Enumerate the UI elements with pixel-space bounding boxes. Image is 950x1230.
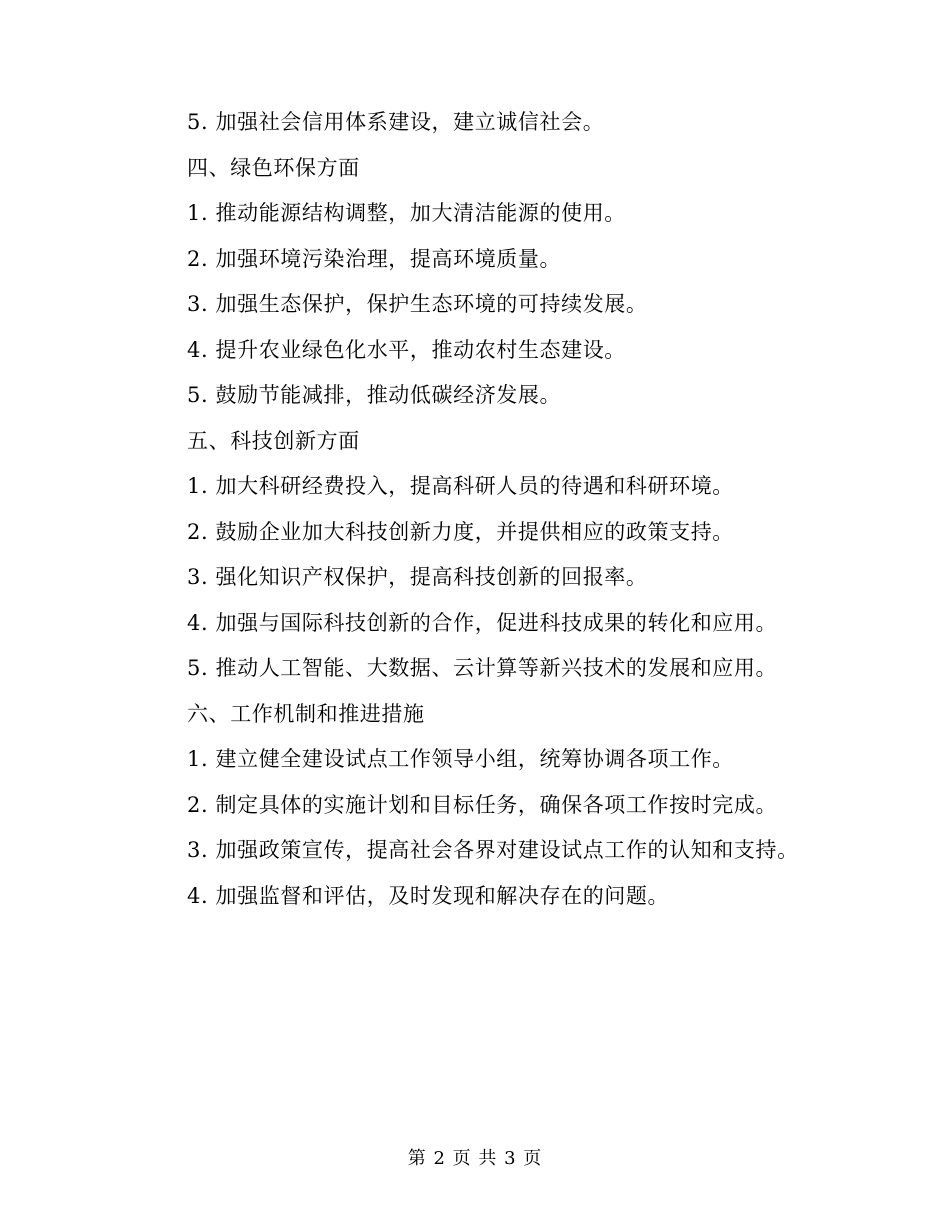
list-item-energy-saving: 5. 鼓励节能减排，推动低碳经济发展。 xyxy=(187,383,562,407)
page-number-footer: 第 2 页 共 3 页 xyxy=(407,1148,543,1169)
list-item-ip-protection: 3. 强化知识产权保护，提高科技创新的回报率。 xyxy=(187,565,648,589)
list-item-implementation-plan: 2. 制定具体的实施计划和目标任务，确保各项工作按时完成。 xyxy=(187,792,778,817)
list-item-green-agriculture: 4. 提升农业绿色化水平，推动农村生态建设。 xyxy=(187,337,626,362)
list-item-policy-publicity: 3. 加强政策宣传，提高社会各界对建设试点工作的认知和支持。 xyxy=(187,838,799,862)
list-item-research-funding: 1. 加大科研经费投入，提高科研人员的待遇和科研环境。 xyxy=(187,474,734,498)
list-item-supervision-evaluation: 4. 加强监督和评估，及时发现和解决存在的问题。 xyxy=(187,883,670,908)
list-item-energy-structure: 1. 推动能源结构调整，加大清洁能源的使用。 xyxy=(187,201,626,225)
list-item-international-cooperation: 4. 加强与国际科技创新的合作，促进科技成果的转化和应用。 xyxy=(187,610,778,635)
list-item-credit-system: 5. 加强社会信用体系建设，建立诚信社会。 xyxy=(187,110,605,134)
document-body xyxy=(140,100,810,919)
section-heading-work-mechanism: 六、工作机制和推进措施 xyxy=(187,701,425,726)
list-item-leading-group: 1. 建立健全建设试点工作领导小组，统筹协调各项工作。 xyxy=(187,747,734,771)
section-heading-tech-innovation: 五、科技创新方面 xyxy=(187,428,360,453)
list-item-ecological-protection: 3. 加强生态保护，保护生态环境的可持续发展。 xyxy=(187,292,648,316)
section-heading-green-environment: 四、绿色环保方面 xyxy=(187,155,360,180)
list-item-enterprise-innovation: 2. 鼓励企业加大科技创新力度，并提供相应的政策支持。 xyxy=(187,519,734,544)
list-item-emerging-tech: 5. 推动人工智能、大数据、云计算等新兴技术的发展和应用。 xyxy=(187,656,778,680)
list-item-pollution-control: 2. 加强环境污染治理，提高环境质量。 xyxy=(187,246,562,271)
